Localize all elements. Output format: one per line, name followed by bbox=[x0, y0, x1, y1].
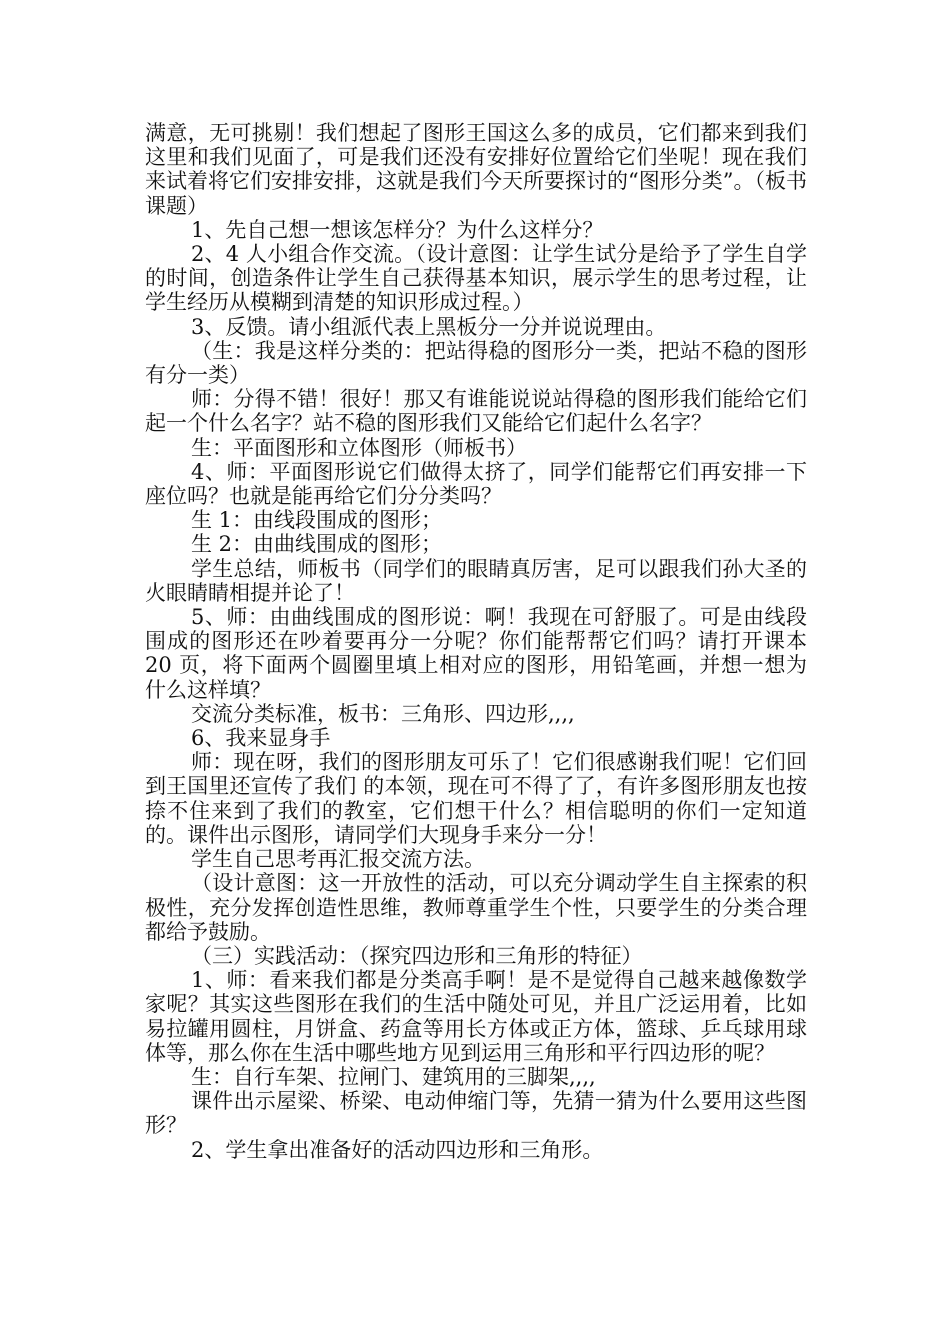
paragraph-9: 生 1：由线段围成的图形； bbox=[191, 508, 443, 533]
paragraph-22: 2、学生拿出准备好的活动四边形和三角形。 bbox=[191, 1137, 604, 1162]
paragraph-19: 1、师：看来我们都是分类高手啊！是不是觉得自己越来越像数学家呢？其实这些图形在我们的生活中随处可见，并且广泛运用着，比如易拉罐用圆柱，月饼盒、药盒等用长方体或正方体，篮球、乒乓球用球体等，那么你在生活中哪些地方见到运用三角形和平行四边形的呢？ bbox=[145, 968, 807, 1065]
paragraph-12: 5、师：由曲线围成的图形说：啊！我现在可舒服了。可是由线段围成的图形还在吵着要再分一分呢？你们能帮帮它们吗？请打开课本 20 页，将下面两个圆圈里填上相对应的图形，用铅笔画，并想一想为什么这样填？ bbox=[145, 605, 807, 702]
paragraph-13: 交流分类标准，板书：三角形、四边形,,,, bbox=[191, 701, 575, 726]
paragraph-17: （设计意图：这一开放性的活动，可以充分调动学生自主探索的积极性，充分发挥创造性思维，教师尊重学生个性，只要学生的分类合理都给予鼓励。 bbox=[145, 871, 807, 944]
paragraph-18: （三）实践活动：（探究四边形和三角形的特征） bbox=[191, 943, 643, 968]
paragraph-1: 满意，无可挑剔！我们想起了图形王国这么多的成员，它们都来到我们这里和我们见面了，可是我们还没有安排好位置给它们坐呢！现在我们来试着将它们安排安排，这就是我们今天所要探讨的“图形分类”。（板书课题） bbox=[145, 121, 807, 218]
paragraph-11: 学生总结，师板书（同学们的眼睛真厉害，足可以跟我们孙大圣的火眼睛睛相提并论了！ bbox=[145, 556, 807, 605]
document-body bbox=[145, 121, 807, 1162]
paragraph-2: 1、先自己想一想该怎样分？为什么这样分？ bbox=[191, 217, 604, 242]
paragraph-14: 6、我来显身手 bbox=[191, 726, 331, 751]
paragraph-20: 生：自行车架、拉闸门、建筑用的三脚架,,,, bbox=[191, 1064, 596, 1089]
paragraph-10: 生 2：由曲线围成的图形； bbox=[191, 532, 443, 557]
paragraph-16: 学生自己思考再汇报交流方法。 bbox=[191, 847, 485, 872]
paragraph-6: 师：分得不错！很好！那又有谁能说说站得稳的图形我们能给它们起一个什么名字？站不稳的图形我们又能给它们起什么名字？ bbox=[145, 387, 807, 436]
paragraph-21: 课件出示屋梁、桥梁、电动伸缩门等，先猜一猜为什么要用这些图形？ bbox=[145, 1089, 807, 1138]
paragraph-8: 4、师：平面图形说它们做得太挤了，同学们能帮它们再安排一下座位吗？也就是能再给它们分分类吗？ bbox=[145, 459, 807, 509]
paragraph-5: （生：我是这样分类的：把站得稳的图形分一类，把站不稳的图形有分一类） bbox=[145, 338, 807, 388]
paragraph-3: 2、4 人小组合作交流。（设计意图：让学生试分是给予了学生自学的时间，创造条件让学生自己获得基本知识，展示学生的思考过程，让学生经历从模糊到清楚的知识形成过程。） bbox=[145, 242, 807, 315]
paragraph-15: 师：现在呀，我们的图形朋友可乐了！它们很感谢我们呢！它们回到王国里还宣传了我们 的本领，现在可不得了了，有许多图形朋友也按捺不住来到了我们的教室，它们想干什么？相信聪明的你们一定知道的。课件出示图形，请同学们大现身手来分一分！ bbox=[145, 750, 807, 847]
paragraph-7: 生：平面图形和立体图形（师板书） bbox=[191, 435, 527, 460]
paragraph-4: 3、反馈。请小组派代表上黑板分一分并说说理由。 bbox=[191, 314, 667, 339]
